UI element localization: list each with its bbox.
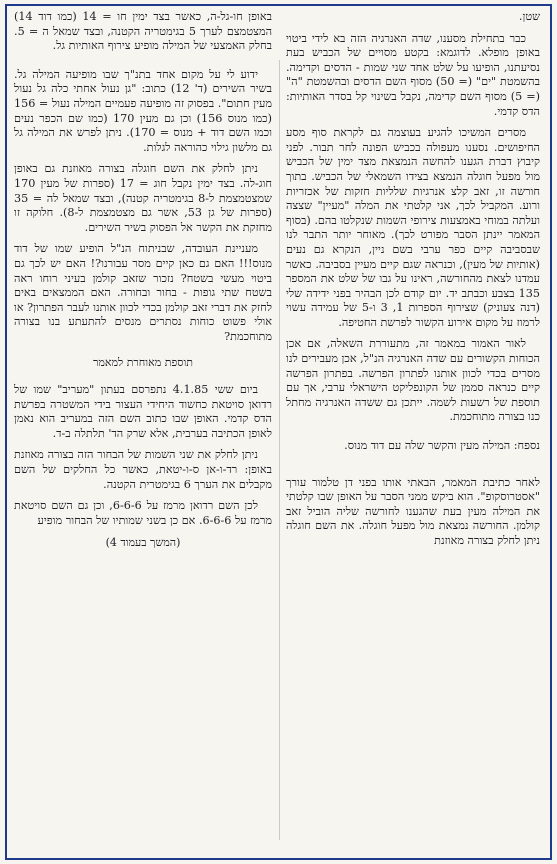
- appendix-heading: נספח: המילה מעין והקשר שלה עם דוד מנוס.: [344, 439, 540, 453]
- paragraph: ניתן לחלק את שני השמות של הבחור הזה בצורה מאוזנת באופן: רד-ו-אן ס-ו-יטאת, כאשר כל החלקים של השם מקבלים את הערך 6 בגימטרית הקטנה.: [14, 448, 272, 491]
- paragraph: לאור האמור במאמר זה, מתעוררת השאלה, אם אכן הכוחות הקשורים עם שדה האנרגיה הנ"ל, אכן מעבירים לנו מסרים בכדי לכוון אותנו לפתרון הפרשה. בפתרון הפרשה קיים כנראה סממן של הקונפליקט הישראלי ערבי, אך עם תוספת של רשעות לשמה. ייתכן גם ששדה האנרגיה מחתל כנו בצורה מתוחכמת.: [286, 337, 540, 424]
- continued-note: (המשך בעמוד 4): [105, 536, 181, 550]
- paragraph: כבר בתחילת מסענו, שדה האנרגיה הזה בא לידי ביטוי באופן מופלא. לדוגמא: בקטע מסויים של הכביש בעת נסיעתנו, הופיעו על שלט אחד שני שמות - הדסים וקדימה. בהשמטת "ים" (= 50) מסוף השם הדסים ובהשמטת "ה" (= 5) מסוף השם קדימה, נקבל בשינוי קל בסדר האותיות: הדס קדמי.: [286, 31, 540, 118]
- paragraph: מסרים המשיכו להגיע בעוצמה גם לקראת סוף מסע החיפושים. נסענו מעפולה בכביש הפונה לחר תבור. לפני קיבוץ דברת הגענו להחשה הנמצאת מצד ימין של הכביש מול מפעל חוגלה הנמצא בצידו השמאלי של הכביש. בתוך חורשה זו, זאב קלצ אנרגיות שלליות חזקות של אכזריות ורוע. המקביל לכך, אני קלטתי את המלה "מעיין" שצצה ועלתה במוחי באמצעות צירופי השמות שנקלטו בהם. (בסוף המאמר יינתן הסבר מפורט לכך). מאוחר יותר התבר לנו שבסביבה קיים כפר ערבי בשם ניין, הנקרא גם נעים (אותיות של מעין), וכנראה שגם קיים מעיין בסביבה. כאשר עמדנו לצאת מהחורשה, ראינו על גבו של שלט את המספר 135 בצבע וכבתב יד. יום קודם לכן הבהיר בפני ידידה שלי (דנה צעוניק) שצירוף הספרות 1, 3 ו-5 של עמידה עשוי לרמוז על מקום אירוע הקשור לפרשת החטיפה.: [286, 126, 540, 329]
- paragraph: ניתן לחלק את השם חוגלה בצורה מאוזנת גם באופן חוג-לה. בצד ימין נקבל חוג = 17 (ספרות של מעין 170 שמצטמצמת ל-8 בגימטריה קטנה), ובצד שמאל לה = 35 (ספרות של גן 53, אשר גם מצטמצמת ל-8). חלוקה זו מחזקת את הקשר אל הפסוק בשיר השירים.: [14, 162, 272, 234]
- paragraph: באופן חו-גל-ה, כאשר בצד ימין חו = 14 (כמו דוד 14) המצטמצם לערך 5 בגימטריה הקטנה, ובצד שמאל ה = 5. בחלק האמצעי של המילה מופיע צירוף האותיות גל.: [14, 10, 272, 53]
- paragraph: שטן.: [518, 10, 540, 23]
- left-column: [14, 10, 272, 850]
- paragraph: לאחר כתיבת המאמר, הבאתי אותו בפני דן טלמור עורך "אסטרוסקופ". הוא ביקש ממני הסבר על האופן שבו קלטתי את המילה מעין בעת שהגענו לחורשה שליה הוביל זאב קולמן. החורשה נמצאת מול מפעל חוגלה. את השם חוגלה ניתן לחלק בצורה מאוזנת: [286, 475, 540, 547]
- paragraph: ידוע לי על מקום אחד בתנ"ך שבו מופיעה המילה גל. בשיר השירים (ד' 12) כתוב: "גן נעול אחתי כלה גל נעול מעין חתום". בפסוק זה מופיעה פעמיים המילה נעול = 156 (כמו מנוס 156) וכן גם מעין 170 (כמו שם הכפר נעים וכמו השם דוד + מנוס = 170). ניתן לפרש את המילה גל גם מלשון גילוי כהוראה לגלות.: [14, 67, 272, 154]
- paragraph: מעניינת העובדה, שבניתוח הנ"ל הופיע שמו של דוד מנוס!!! האם גם כאן קיים מסר עבורנו?! האם יש לכך גם ביטוי מעשי בשטח? נזכור שזאב קולמן בעיני רוחו ראה בשטח שתי גופות - בחור ובחורה. האם הממצאים באים לחזק את דברי זאב קולמן בכדי לכוון אותנו לעבר הפתרון? או אולי פשוט כוחות נסתרים מנסים להתעתע בנו בצורה מתוחכמת?: [14, 242, 272, 343]
- section-subheading: תוספת מאוחרת למאמר: [93, 356, 193, 370]
- paragraph: לכן השם רדואן מרמז על 6-6-6, וכן גם השם סויטאת מרמז על 6-6-6. אם כן בשני שמותיו של הבחור מופיע: [14, 499, 272, 527]
- column-divider: [279, 60, 280, 840]
- right-column: [286, 10, 540, 850]
- paragraph: ביום ששי 4.1.85 נתפרסם בעתון "מעריב" שמו של רדואן סויטאת כחשוד היחידי העצור בידי המשטרה בפרשת הדס קדמי. האופן שבו כתוב השם הזה במעריב הוא נאמן לאופן הכתיבה בערבית, אלא שרק הד' תלתלה ב-ד.: [14, 383, 272, 440]
